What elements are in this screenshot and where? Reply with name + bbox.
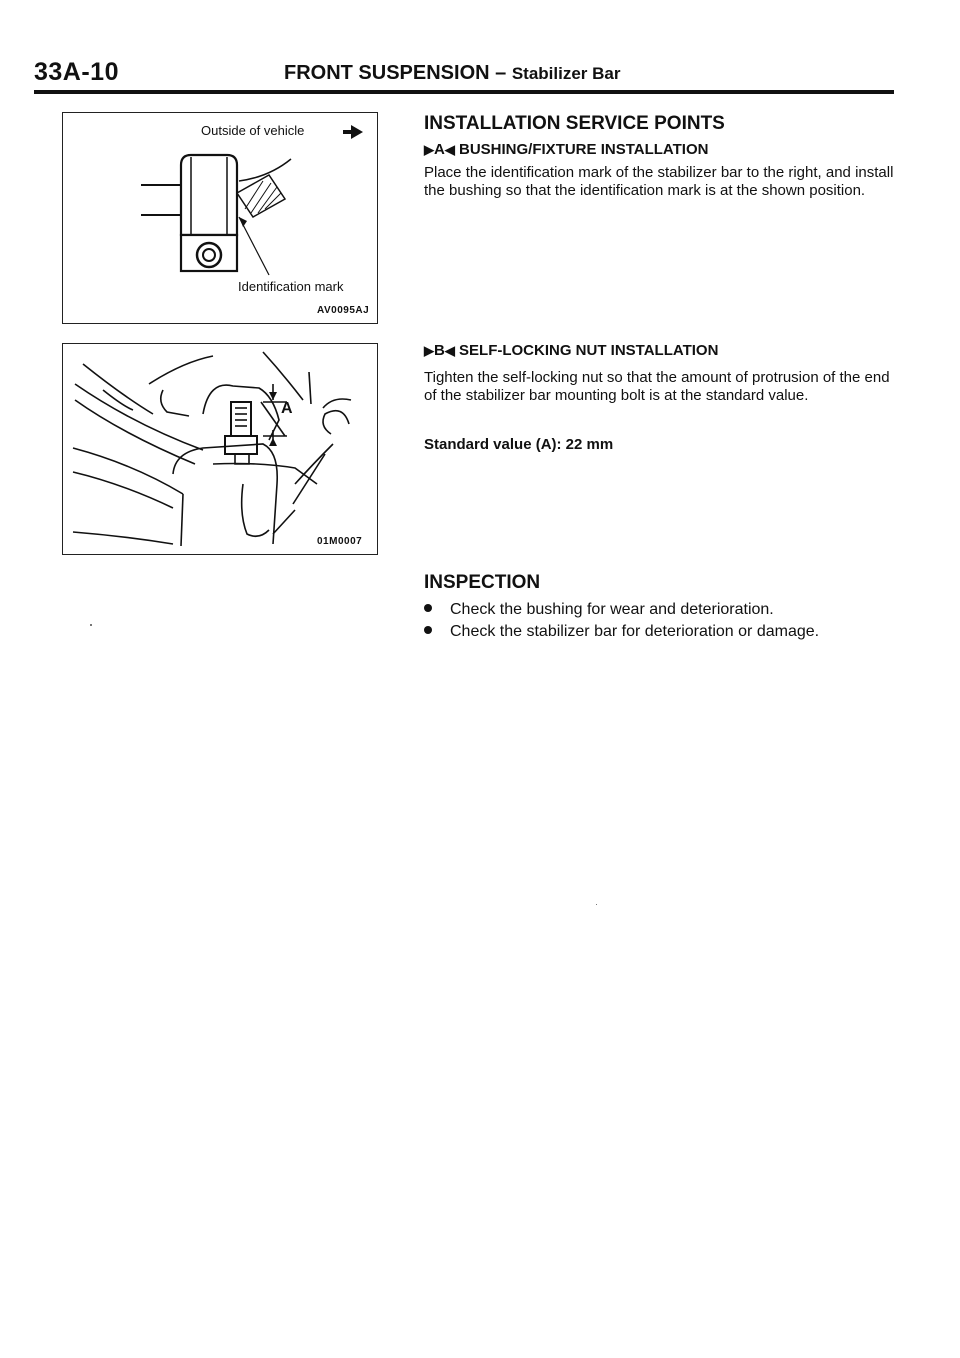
inspection-heading: INSPECTION — [424, 572, 541, 593]
dimension-a-label: A — [281, 400, 293, 417]
identification-mark-label: Identification mark — [238, 279, 344, 294]
scan-speck — [90, 624, 92, 626]
standard-value-text: Standard value (A): 22 mm — [424, 436, 614, 453]
page-header — [34, 58, 894, 94]
header-rule — [34, 90, 894, 94]
inspection-list — [424, 601, 904, 651]
section-title — [284, 62, 620, 85]
step-a-marker-left: ◀ — [444, 142, 455, 157]
step-b-marker: B — [434, 342, 445, 359]
step-b-marker-right: ▶ — [424, 343, 434, 358]
step-a-marker-right: ▶ — [424, 142, 434, 157]
step-b-title — [424, 342, 904, 359]
step-a-title — [424, 141, 904, 158]
step-a-title-text: BUSHING/FIXTURE INSTALLATION — [459, 141, 709, 158]
list-item — [424, 601, 904, 619]
locking-nut-figure — [62, 343, 378, 555]
step-a-marker: A — [434, 141, 445, 158]
standard-value — [424, 436, 904, 453]
step-b — [424, 342, 904, 359]
locking-nut-illustration — [63, 344, 377, 554]
page-number: 33A-10 — [34, 58, 119, 86]
step-b-title-text: SELF-LOCKING NUT INSTALLATION — [459, 342, 719, 359]
step-b-body — [424, 369, 904, 405]
step-b-marker-left: ◀ — [444, 343, 455, 358]
bullet-dot — [424, 604, 432, 612]
title-separator: – — [495, 62, 507, 84]
bullet-dot — [424, 626, 432, 634]
step-a-body — [424, 164, 904, 200]
subsection-name: Stabilizer Bar — [511, 64, 621, 83]
step-a-text: Place the identification mark of the stabilizer bar to the right, and install the bushing so that the identification mark is at the shown position. — [424, 164, 894, 199]
section-name: FRONT SUSPENSION — [284, 62, 490, 84]
installation-section — [424, 113, 904, 135]
inspection-item-1: Check the bushing for wear and deterioration. — [450, 601, 774, 618]
scan-speck — [596, 904, 597, 905]
outside-vehicle-label: Outside of vehicle — [201, 123, 305, 138]
list-item — [424, 623, 904, 641]
inspection-section — [424, 572, 904, 594]
installation-heading: INSTALLATION SERVICE POINTS — [424, 113, 725, 134]
bushing-figure — [62, 112, 378, 324]
inspection-item-2: Check the stabilizer bar for deterioration or damage. — [450, 623, 820, 640]
figure-code: AV0095AJ — [317, 305, 370, 316]
figure-code-2: 01M0007 — [317, 536, 363, 547]
step-b-text: Tighten the self-locking nut so that the amount of protrusion of the end of the stabilizer bar mounting bolt is at the standard value. — [424, 369, 890, 404]
step-a — [424, 141, 904, 158]
